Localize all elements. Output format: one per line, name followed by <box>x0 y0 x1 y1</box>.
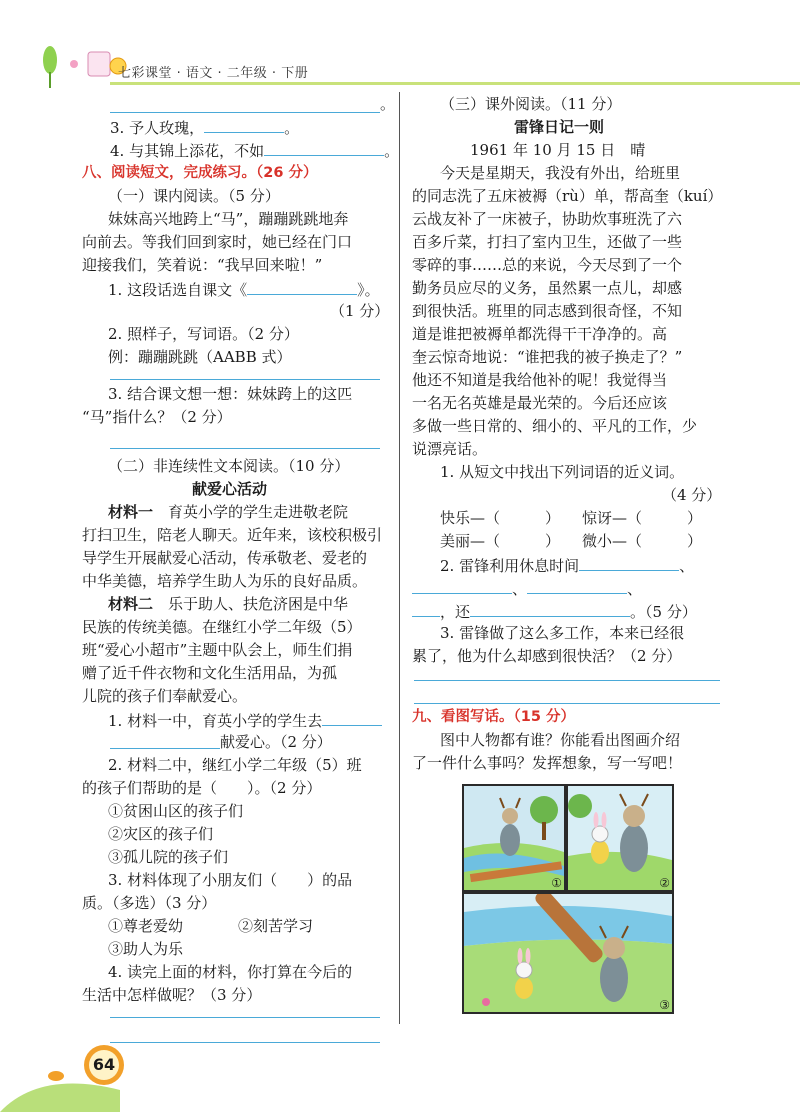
passage-title: 雷锋日记一则 <box>514 118 605 136</box>
panel-number: ③ <box>659 998 670 1012</box>
page-number-badge <box>82 1043 126 1087</box>
answer-blank[interactable] <box>527 577 627 594</box>
answer-blank[interactable] <box>264 139 384 156</box>
passage-line: 到很快活。班里的同志感到很奇怪，不知 <box>412 302 683 320</box>
passage-line: 今天是星期天，我没有外出，给班里 <box>440 164 681 182</box>
section-8-heading: 八、阅读短文，完成练习。（26 分） <box>82 165 318 181</box>
question-s4: 生活中怎样做呢？（3 分） <box>82 986 262 1004</box>
answer-line[interactable] <box>110 1042 380 1043</box>
part-1-heading: （一）课内阅读。（5 分） <box>108 187 280 205</box>
passage-line: 赠了近千件衣物和文化生活用品，为孤 <box>82 664 338 682</box>
reading-q3: 3. 结合课文想一想：妹妹跨上的这匹 <box>108 385 353 403</box>
question-3: 3. 予人玫瑰， 。 <box>110 116 299 138</box>
answer-line[interactable] <box>414 703 720 704</box>
reading-q3: “马”指什么？（2 分） <box>82 408 232 426</box>
answer-blank[interactable] <box>204 116 284 133</box>
question-s3: 3. 材料体现了小朋友们（ ）的品 <box>108 871 353 889</box>
writing-prompt: 图中人物都有谁？你能看出图画介绍 <box>440 731 681 749</box>
answer-blank[interactable] <box>412 600 440 617</box>
question-s3: 质。（多选）（3 分） <box>82 894 217 912</box>
writing-prompt: 了一件什么事吗？发挥想象，写一写吧！ <box>412 754 683 772</box>
reading-q1: 1. 这段话选自课文《 》。 <box>108 278 380 300</box>
passage-line: 多做一些日常的、细小的、平凡的工作，少 <box>412 417 698 435</box>
punctuation: 。 <box>380 95 396 113</box>
passage-line: 说漂亮话。 <box>412 440 488 458</box>
passage-line: 向前去。等我们回到家时，她已经在门口 <box>82 233 353 251</box>
part-3-heading: （三）课外阅读。（11 分） <box>440 95 622 113</box>
header-rule <box>110 82 800 85</box>
question-q3: 累了，他为什么却感到很快活？（2 分） <box>412 647 682 665</box>
word-pair[interactable]: 微小—（ ） <box>582 532 703 550</box>
passage-line: 道是谁把被褥单都洗得干干净净的。高 <box>412 325 668 343</box>
picture-panel-1 <box>462 784 566 892</box>
score: （4 分） <box>662 486 722 504</box>
answer-line[interactable] <box>110 1017 380 1018</box>
answer-blank[interactable] <box>322 709 382 726</box>
option[interactable]: ②刻苦学习 <box>238 917 314 935</box>
page-header <box>0 0 800 95</box>
passage-line: 云战友补了一床被子，协助炊事班洗了六 <box>412 210 683 228</box>
passage-line: 勤务员应尽的义务，虽然累一点儿，却感 <box>412 279 683 297</box>
question-q3: 3. 雷锋做了这么多工作，本来已经很 <box>440 624 685 642</box>
passage-line: 他还不知道是我给他补的呢！我觉得当 <box>412 371 668 389</box>
answer-line[interactable] <box>110 112 380 113</box>
question-s1: 1. 材料一中，育英小学的学生去 <box>108 709 382 731</box>
question-q2: 2. 雷锋利用休息时间 、 <box>440 554 694 576</box>
option[interactable]: ①尊老爱幼 <box>108 917 184 935</box>
passage-line: 班“爱心小超市”主题中队会上，师生们捐 <box>82 641 353 659</box>
passage-line: 百多斤菜，打扫了室内卫生，还做了一些 <box>412 233 683 251</box>
passage-line: 一名无名英雄是最光荣的。今后还应该 <box>412 394 668 412</box>
question-s2: 2. 材料二中，继红小学二年级（5）班 <box>108 756 362 774</box>
passage-line: 打扫卫生，陪老人聊天。近年来，该校积极引 <box>82 526 383 544</box>
question-q1: 1. 从短文中找出下列词语的近义词。 <box>440 463 685 481</box>
material-1: 材料一 育英小学的学生走进敬老院 <box>108 503 349 521</box>
passage-line: 零碎的事……总的来说，今天尽到了一个 <box>412 256 683 274</box>
option[interactable]: ②灾区的孩子们 <box>108 825 214 843</box>
word-pair[interactable]: 快乐—（ ） <box>440 509 561 527</box>
word-pair[interactable]: 美丽—（ ） <box>440 532 561 550</box>
diary-date: 1961 年 10 月 15 日 晴 <box>470 141 646 159</box>
picture-panel-3 <box>462 892 674 1014</box>
answer-line[interactable] <box>110 748 220 749</box>
passage-line: 迎接我们，笑着说：“我早回来啦！” <box>82 256 323 274</box>
option[interactable]: ③孤儿院的孩子们 <box>108 848 229 866</box>
column-divider <box>399 92 400 1024</box>
answer-blank[interactable] <box>412 577 512 594</box>
passage-line: 的同志洗了五床被褥（rù）单，帮高奎（kuí） <box>412 187 723 205</box>
answer-blank[interactable] <box>470 600 630 617</box>
passage-line: 民族的传统美德。在继红小学二年级（5） <box>82 618 362 636</box>
score: （1 分） <box>330 302 390 320</box>
passage-line: 导学生开展献爱心活动，传承敬老、爱老的 <box>82 549 368 567</box>
reading-q2-example: 例：蹦蹦跳跳（AABB 式） <box>108 348 292 366</box>
passage-line: 奎云惊奇地说：“谁把我的被子换走了？” <box>412 348 683 366</box>
part-2-heading: （二）非连续性文本阅读。（10 分） <box>108 457 350 475</box>
word-pair[interactable]: 惊讶—（ ） <box>582 509 703 527</box>
section-9-heading: 九、看图写话。（15 分） <box>412 709 575 725</box>
option[interactable]: ①贫困山区的孩子们 <box>108 802 244 820</box>
passage-line: 中华美德，培养学生助人为乐的良好品质。 <box>82 572 368 590</box>
question-s1: 献爱心。（2 分） <box>220 733 332 751</box>
answer-line[interactable] <box>110 448 380 449</box>
question-s2: 的孩子们帮助的是（ ）。（2 分） <box>82 779 322 797</box>
question-q2: ，还 。（5 分） <box>412 600 697 622</box>
answer-line[interactable] <box>414 680 720 681</box>
reading-q2: 2. 照样子，写词语。（2 分） <box>108 325 299 343</box>
passage-line: 妹妹高兴地跨上“马”，蹦蹦跳跳地奔 <box>108 210 349 228</box>
passage-line: 儿院的孩子们奉献爱心。 <box>82 687 248 705</box>
panel-number: ① <box>551 876 562 890</box>
question-4: 4. 与其锦上添花，不如 。 <box>110 139 399 161</box>
goat-crossing-stream-illustration <box>464 786 564 890</box>
passage-title: 献爱心活动 <box>192 480 268 498</box>
question-q2: 、 、 <box>412 577 642 599</box>
option[interactable]: ③助人为乐 <box>108 940 184 958</box>
header-title: 七彩课堂 · 语文 · 二年级 · 下册 <box>118 66 309 81</box>
panel-number: ② <box>659 876 670 890</box>
page-number: 64 <box>92 1055 116 1074</box>
picture-panel-2 <box>566 784 674 892</box>
answer-blank[interactable] <box>247 278 357 295</box>
question-s4: 4. 读完上面的材料，你打算在今后的 <box>108 963 353 981</box>
answer-blank[interactable] <box>579 554 679 571</box>
answer-line[interactable] <box>110 379 380 380</box>
material-2: 材料二 乐于助人、扶危济困是中华 <box>108 595 349 613</box>
log-bridge-illustration <box>464 894 672 1012</box>
goat-and-rabbit-illustration <box>568 786 672 890</box>
